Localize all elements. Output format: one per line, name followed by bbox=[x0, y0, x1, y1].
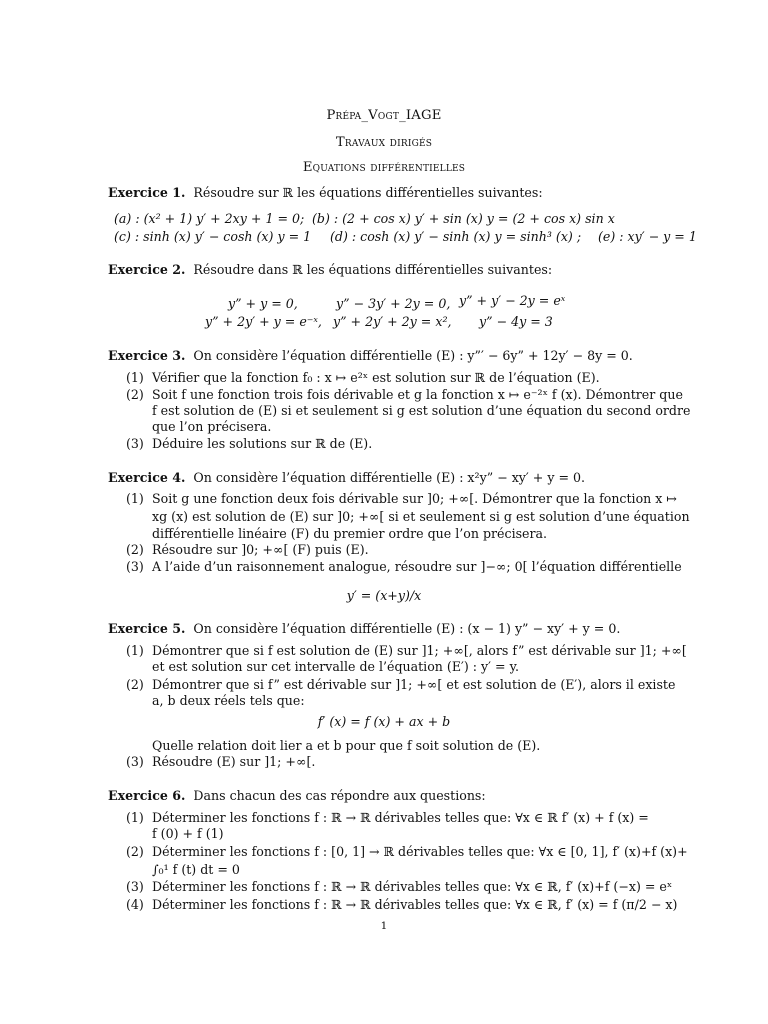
exercise-3-item-2-cont: f est solution de (E) si et seulement si g est solution d’une équation du second ordre bbox=[152, 403, 691, 418]
item-text: Résoudre (E) sur ]1; +∞[. bbox=[152, 754, 316, 769]
exercise-1-eq-b: (b) : (2 + cos x) y′ + sin (x) y = (2 + cos x) sin x bbox=[312, 211, 615, 226]
page-number: 1 bbox=[380, 920, 388, 932]
exercise-6-intro: Dans chacun des cas répondre aux questions: bbox=[193, 788, 486, 803]
exercise-2-eq-5: y” + 2y′ + 2y = x², bbox=[333, 314, 452, 329]
item-number: (3) bbox=[126, 436, 144, 451]
exercise-5-item-1 bbox=[126, 643, 687, 659]
exercise-6-item-3 bbox=[126, 879, 672, 895]
item-number: (2) bbox=[126, 387, 144, 402]
exercise-4-item-2 bbox=[126, 542, 369, 558]
exercise-1-eq-d: (d) : cosh (x) y′ − sinh (x) y = sinh³ (x) ; bbox=[330, 229, 582, 244]
exercise-3-item-1 bbox=[126, 370, 600, 386]
item-text: Déterminer les fonctions f : ℝ → ℝ dérivables telles que: ∀x ∈ ℝ, f′ (x) = f (π/2 − x) bbox=[152, 897, 678, 912]
exercise-1-eq-e: (e) : xy′ − y = 1 bbox=[598, 229, 697, 244]
item-number: (1) bbox=[126, 370, 144, 385]
exercise-2-eq-2: y” − 3y′ + 2y = 0, bbox=[336, 296, 451, 311]
exercise-6-item-2-cont: ∫₀¹ f (t) dt = 0 bbox=[152, 862, 240, 877]
exercise-2-eq-4: y” + 2y′ + y = e⁻ˣ, bbox=[205, 314, 322, 329]
exercise-1-eq-c: (c) : sinh (x) y′ − cosh (x) y = 1 bbox=[114, 229, 312, 244]
exercise-5-formula: f′ (x) = f (x) + ax + b bbox=[317, 714, 451, 729]
item-text: A l’aide d’un raisonnement analogue, résoudre sur ]−∞; 0[ l’équation différentielle bbox=[152, 559, 682, 574]
exercise-5-intro: On considère l’équation différentielle (E) : (x − 1) y” − xy′ + y = 0. bbox=[193, 621, 621, 636]
exercise-5-item-1-cont: et est solution sur cet intervalle de l’équation (E′) : y′ = y. bbox=[152, 659, 520, 674]
document-subtitle: Travaux dirigés bbox=[335, 135, 433, 150]
exercise-4-heading bbox=[108, 470, 585, 486]
exercise-4-label: Exercice 4. bbox=[108, 470, 186, 485]
exercise-6-label: Exercice 6. bbox=[108, 788, 186, 803]
exercise-2-intro: Résoudre dans ℝ les équations différentielles suivantes: bbox=[193, 262, 553, 277]
exercise-2-eq-6: y” − 4y = 3 bbox=[479, 314, 553, 329]
item-text: Vérifier que la fonction f₀ : x ↦ e²ˣ est solution sur ℝ de l’équation (E). bbox=[152, 370, 600, 385]
item-text: Soit f une fonction trois fois dérivable et g la fonction x ↦ e⁻²ˣ f (x). Démontrer que bbox=[152, 387, 683, 402]
exercise-2-label: Exercice 2. bbox=[108, 262, 186, 277]
item-number: (3) bbox=[126, 754, 144, 769]
exercise-4-item-1-cont2: différentielle linéaire (F) du premier ordre que l’on précisera. bbox=[152, 526, 548, 541]
exercise-3-item-2-cont2: que l’on précisera. bbox=[152, 419, 272, 434]
item-number: (4) bbox=[126, 897, 144, 912]
exercise-4-item-1-cont: xg (x) est solution de (E) sur ]0; +∞[ si et seulement si g est solution d’une équation bbox=[152, 509, 690, 524]
exercise-3-heading bbox=[108, 348, 633, 364]
exercise-6-heading bbox=[108, 788, 486, 804]
exercise-4-intro: On considère l’équation différentielle (E) : x²y” − xy′ + y = 0. bbox=[193, 470, 586, 485]
exercise-3-intro: On considère l’équation différentielle (E) : y”′ − 6y” + 12y′ − 8y = 0. bbox=[193, 348, 633, 363]
exercise-6-item-1-cont: f (0) + f (1) bbox=[152, 826, 224, 841]
document-title: Prépa_Vogt_IAGE bbox=[326, 108, 442, 123]
item-text: Déduire les solutions sur ℝ de (E). bbox=[152, 436, 373, 451]
exercise-3-item-3 bbox=[126, 436, 372, 452]
exercise-6-item-2 bbox=[126, 844, 688, 860]
item-number: (3) bbox=[126, 559, 144, 574]
item-number: (1) bbox=[126, 810, 144, 825]
exercise-2-heading bbox=[108, 262, 552, 278]
exercise-3-label: Exercice 3. bbox=[108, 348, 186, 363]
exercise-3-item-2 bbox=[126, 387, 683, 403]
item-text: Résoudre sur ]0; +∞[ (F) puis (E). bbox=[152, 542, 369, 557]
exercise-4-formula: y′ = (x+y)/x bbox=[346, 588, 422, 603]
exercise-5-label: Exercice 5. bbox=[108, 621, 186, 636]
exercise-1-eq-a: (a) : (x² + 1) y′ + 2xy + 1 = 0; bbox=[114, 211, 305, 226]
exercise-1-heading bbox=[108, 185, 543, 201]
exercise-5-item-2-cont2: Quelle relation doit lier a et b pour que f soit solution de (E). bbox=[152, 738, 541, 753]
exercise-4-item-1 bbox=[126, 491, 677, 507]
item-text: Démontrer que si f” est dérivable sur ]1; +∞[ et est solution de (E′), alors il existe bbox=[152, 677, 676, 692]
item-number: (1) bbox=[126, 643, 144, 658]
exercise-4-item-3 bbox=[126, 559, 682, 575]
exercise-5-item-3 bbox=[126, 754, 315, 770]
exercise-5-item-2-cont: a, b deux réels tels que: bbox=[152, 693, 305, 708]
exercise-1-label: Exercice 1. bbox=[108, 185, 186, 200]
exercise-1-intro: Résoudre sur ℝ les équations différentielles suivantes: bbox=[193, 185, 543, 200]
exercise-6-item-1 bbox=[126, 810, 649, 826]
document-topic: Equations différentielles bbox=[302, 160, 466, 175]
exercise-2-eq-3: y” + y′ − 2y = eˣ bbox=[459, 293, 566, 308]
exercise-2-eq-1: y” + y = 0, bbox=[228, 296, 298, 311]
exercise-5-heading bbox=[108, 621, 620, 637]
exercise-5-item-2 bbox=[126, 677, 675, 693]
item-number: (2) bbox=[126, 677, 144, 692]
item-text: Déterminer les fonctions f : [0, 1] → ℝ dérivables telles que: ∀x ∈ [0, 1], f′ (x)+f (x)+ bbox=[152, 844, 688, 859]
item-number: (3) bbox=[126, 879, 144, 894]
item-number: (2) bbox=[126, 542, 144, 557]
item-text: Déterminer les fonctions f : ℝ → ℝ dérivables telles que: ∀x ∈ ℝ f′ (x) + f (x) = bbox=[152, 810, 649, 825]
exercise-6-item-4 bbox=[126, 897, 677, 913]
item-text: Déterminer les fonctions f : ℝ → ℝ dérivables telles que: ∀x ∈ ℝ, f′ (x)+f (−x) = eˣ bbox=[152, 879, 673, 894]
item-text: Soit g une fonction deux fois dérivable sur ]0; +∞[. Démontrer que la fonction x ↦ bbox=[152, 491, 677, 506]
item-number: (1) bbox=[126, 491, 144, 506]
item-number: (2) bbox=[126, 844, 144, 859]
item-text: Démontrer que si f est solution de (E) sur ]1; +∞[, alors f” est dérivable sur ]1; +∞[ bbox=[152, 643, 687, 658]
